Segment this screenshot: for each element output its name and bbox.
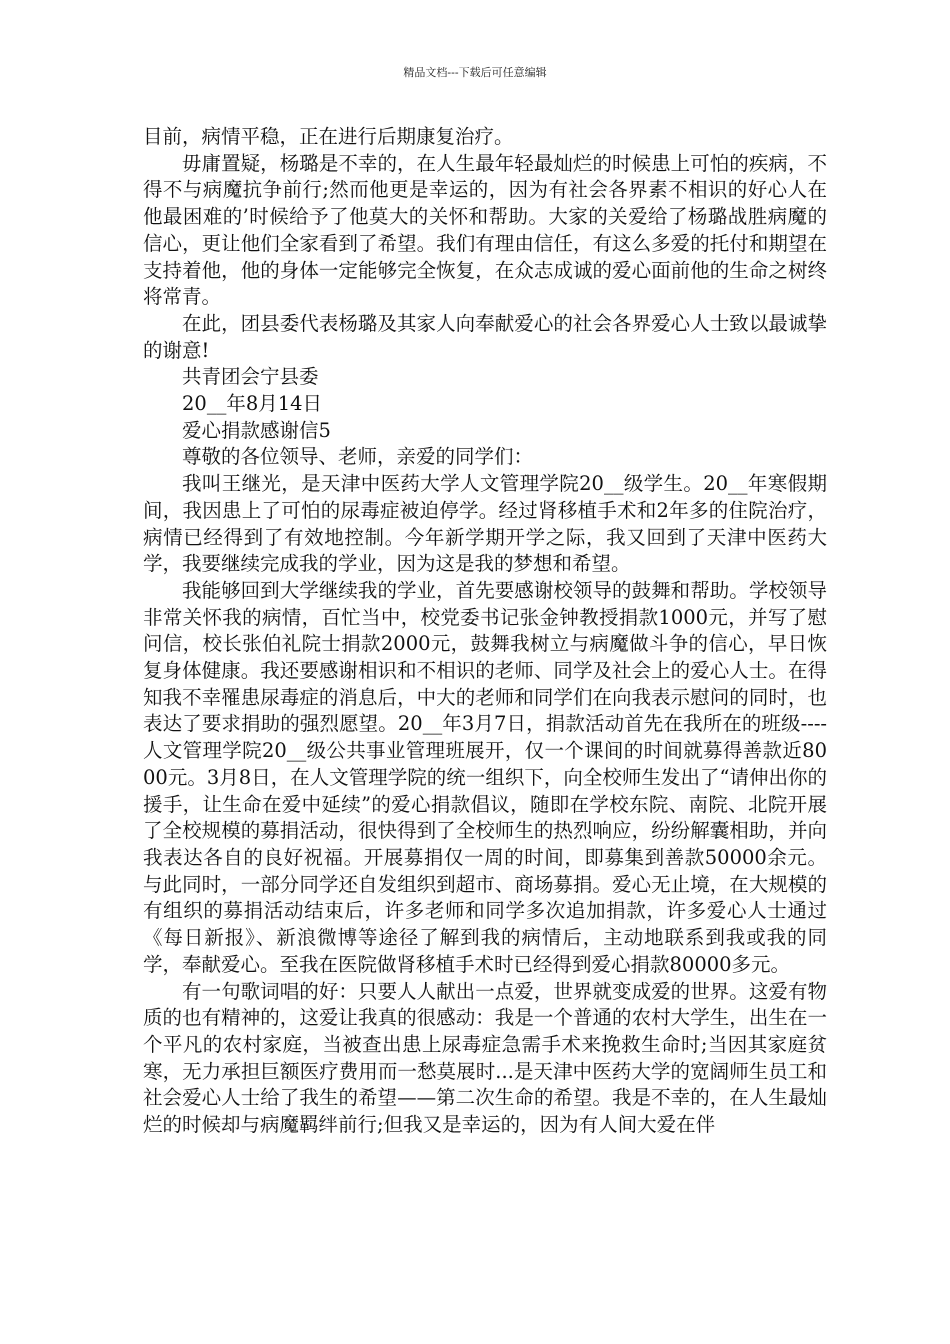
paragraph: 我能够回到大学继续我的学业，首先要感谢校领导的鼓舞和帮助。学校领导非常关怀我的病情，百忙当中，校党委书记张金钟教授捐款1000元，并写了慰问信，校长张伯礼院士捐款2000元，鼓舞我树立与病魔做斗争的信心，早日恢复身体健康。我还要感谢相识和不相识的老师、同学及社会上的爱心人士。在得知我不幸罹患尿毒症的消息后，中大的老师和同学们在向我表示慰问的同时，也表达了要求捐助的强烈愿望。20__年3月7日，捐款活动首先在我所在的班级----人文管理学院20__级公共事业管理班展开，仅一个课间的时间就募得善款近8000元。3月8日，在人文管理学院的统一组织下，向全校师生发出了“请伸出你的援手，让生命在爱中延续”的爱心捐款倡议，随即在学校东院、南院、北院开展了全校规模的募捐活动，很快得到了全校师生的热烈响应，纷纷解囊相助，并向我表达各自的良好祝福。开展募捐仅一周的时间，即募集到善款50000余元。与此同时，一部分同学还自发组织到超市、商场募捐。爱心无止境，在大规模的有组织的募捐活动结束后，许多老师和同学多次追加捐款，许多爱心人士通过《每日新报》、新浪微博等途径了解到我的病情后，主动地联系到我或我的同学，奉献爱心。至我在医院做肾移植手术时已经得到爱心捐款80000多元。 [143, 578, 827, 976]
paragraph: 目前，病情平稳，正在进行后期康复治疗。 [143, 125, 514, 148]
paragraph: 在此，团县委代表杨璐及其家人向奉献爱心的社会各界爱心人士致以最诚挚的谢意! [143, 311, 827, 362]
paragraph: 我叫王继光，是天津中医药大学人文管理学院20__级学生。20__年寒假期间，我因患上了可怕的尿毒症被迫停学。经过肾移植手术和2年多的住院治疗，病情已经得到了有效地控制。今年新学期开学之际，我又回到了天津中医药大学，我要继续完成我的学业，因为这是我的梦想和希望。 [143, 472, 827, 576]
paragraph: 毋庸置疑，杨璐是不幸的，在人生最年轻最灿烂的时候患上可怕的疾病，不得不与病魔抗争前行;然而他更是幸运的，因为有社会各界素不相识的好心人在他最困难的’时候给予了他莫大的关怀和帮助。大家的关爱给了杨璐战胜病魔的信心，更让他们全家看到了希望。我们有理由信任，有这么多爱的托付和期望在支持着他，他的身体一定能够完全恢复，在众志成诚的爱心面前他的生命之树终将常青。 [143, 151, 827, 309]
section-title: 爱心捐款感谢信5 [182, 418, 331, 442]
paragraph: 有一句歌词唱的好：只要人人献出一点爱，世界就变成爱的世界。这爱有物质的也有精神的，这爱让我真的很感动：我是一个普通的农村大学生，出生在一个平凡的农村家庭，当被查出患上尿毒症急需手术来挽救生命时;当因其家庭贫寒，无力承担巨额医疗费用而一愁莫展时...是天津中医药大学的宽阔师生员工和社会爱心人士给了我生的希望——第二次生命的希望。我是不幸的，在人生最灿烂的时候却与病魔羁绊前行;但我又是幸运的，因为有人间大爱在伴 [143, 979, 827, 1137]
salutation: 尊敬的各位领导、老师，亲爱的同学们： [182, 445, 534, 469]
signature-organization: 共青团会宁县委 [182, 365, 319, 389]
document-body [143, 124, 827, 1139]
signature-date: 20__年8月14日 [182, 392, 323, 416]
page-header: 精品文档---下载后可任意编辑 [403, 66, 547, 79]
